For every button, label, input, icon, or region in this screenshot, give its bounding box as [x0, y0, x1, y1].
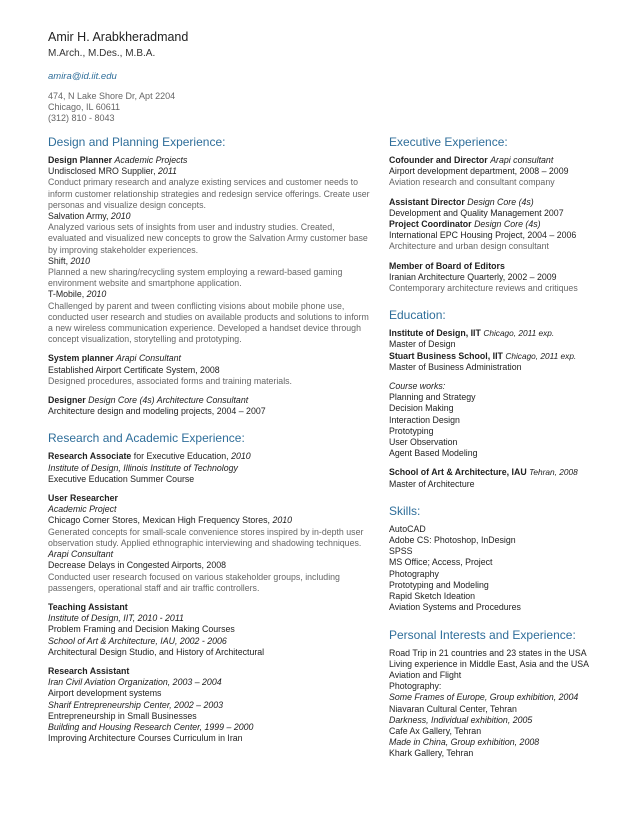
right-column — [389, 135, 611, 768]
project-line: International EPC Housing Project, 2004 – 2006 — [389, 230, 577, 241]
role: Cofounder and Director — [389, 155, 488, 165]
course: Architectural Design Studio, and History of Architectural — [48, 646, 265, 657]
org: Arapi Consultant — [115, 353, 182, 364]
client: Undisclosed MRO Supplier, — [48, 166, 156, 177]
entry-assistant-director — [389, 197, 611, 253]
client: Salvation Army, — [48, 211, 109, 222]
entry-cofounder — [389, 155, 611, 189]
address-line-1: 474, N Lake Shore Dr, Apt 2204 — [48, 91, 176, 101]
project-line: Airport development department, 2008 – 2009 — [389, 166, 569, 177]
description: Generated concepts for small-scale convenience stores inspired by in-depth user observation study. Applied ethnographic interviewing and shadowing techniques. — [48, 526, 364, 548]
description: Planned a new sharing/recycling system employing a reward-based gaming environment website and smartphone application. — [48, 267, 343, 289]
entry-design-planner — [48, 155, 370, 345]
skills-list — [389, 524, 611, 614]
list-item: User Observation — [389, 437, 458, 448]
list-item: SPSS — [389, 546, 413, 557]
role: Design Planner — [48, 155, 113, 165]
entry-research-assistant — [48, 666, 370, 744]
institution: School of Art & Architecture, IAU, 2002 - 2006 — [48, 635, 227, 646]
course: Executive Education Summer Course — [48, 473, 195, 484]
list-item: AutoCAD — [389, 523, 426, 534]
phone-number: (312) 810 - 8043 — [48, 113, 115, 124]
org: Arapi consultant — [490, 155, 554, 165]
list-item: Photography: — [389, 681, 442, 692]
list-item: MS Office; Access, Project — [389, 557, 493, 568]
personal-interests-title: Personal Interests and Experience: — [389, 627, 576, 642]
list-item: Agent Based Modeling — [389, 448, 478, 459]
project-line: Decrease Delays in Congested Airports, 2008 — [48, 560, 226, 571]
education-title: Education: — [389, 308, 446, 323]
location: Tehran — [529, 467, 555, 478]
role: Assistant Director — [389, 196, 465, 207]
for: for Executive Education, — [133, 451, 229, 462]
entry-designer — [48, 395, 370, 417]
coursework-label: Course works: — [389, 381, 446, 392]
entry-board-of-editors — [389, 261, 611, 295]
client: T-Mobile, — [48, 289, 85, 300]
list-item: Made in China, Group exhibition, 2008 — [389, 737, 540, 748]
role: User Researcher — [48, 493, 118, 504]
candidate-name: Amir H. Arabkheradmand — [48, 30, 189, 44]
list-item: Aviation Systems and Procedures — [389, 602, 521, 613]
resume-header — [48, 29, 388, 125]
description: Architecture and urban design consultant — [389, 241, 549, 252]
project-line: Iranian Architecture Quarterly, 2002 – 2009 — [389, 271, 557, 282]
list-item: Photography — [389, 568, 439, 579]
description: Challenged by parent and tween conflicting visions about mobile phone use, conducted user research and studies on available products and solutions to inform a new wireless communication experience. Developed a handset device through concept visualization, storytelling and prototyping. — [48, 300, 369, 345]
skills-title: Skills: — [389, 503, 421, 518]
degree: Master of Architecture — [389, 478, 475, 489]
description: Conducted user research focused on various stakeholder groups, including passengers, operational staff and air traffic controllers. — [48, 571, 340, 593]
left-column — [48, 135, 370, 752]
list-item: Road Trip in 21 countries and 23 states in the USA — [389, 647, 587, 658]
candidate-degrees: M.Arch., M.Des., M.B.A. — [48, 48, 156, 59]
year: 2010 — [86, 289, 107, 300]
org: Iran Civil Aviation Organization, 2003 – 2004 — [48, 677, 222, 688]
project-line: Entrepreneurship in Small Businesses — [48, 710, 197, 721]
degree: Master of Design — [389, 339, 456, 350]
description: Conduct primary research and analyze existing services and customer needs to inform customer relationship strategies and redesign service offerings. Create user personas and visualize design concepts. — [48, 177, 370, 210]
org: Sharif Entrepreneurship Center, 2002 – 2003 — [48, 699, 224, 710]
list-item: Prototyping and Modeling — [389, 579, 489, 590]
project-line: Improving Architecture Courses Curriculum in Iran — [48, 733, 243, 744]
location: Chicago, 2011 exp. — [505, 350, 577, 361]
description: Aviation research and consultant company — [389, 177, 555, 188]
entry-education-iit — [389, 328, 611, 373]
year: 2010 — [231, 451, 251, 462]
list-item: Decision Making — [389, 403, 454, 414]
org: Design Core (4s) — [474, 219, 541, 230]
research-experience-title: Research and Academic Experience: — [48, 431, 245, 446]
executive-experience-title: Executive Experience: — [389, 135, 508, 149]
description: Analyzed various sets of insights from user and industry studies. Created, evaluated and visualized new concepts to grow the Salvation Army customer base by improving stakeholder experiences. — [48, 222, 368, 255]
list-item: Niavaran Cultural Center, Tehran — [389, 703, 517, 714]
institution: Institute of Design, Illinois Institute of Technology — [48, 462, 238, 473]
personal-interests-list — [389, 648, 611, 760]
role: Research Associate — [48, 451, 132, 462]
project-line: Architecture design and modeling projects, 2004 – 2007 — [48, 406, 266, 417]
institution: Stuart Business School, IIT — [389, 350, 503, 361]
location: Chicago, 2011 exp. — [483, 328, 555, 339]
entry-user-researcher — [48, 493, 370, 594]
institution: School of Art & Architecture, IAU — [389, 467, 527, 478]
coursework-list — [389, 381, 611, 459]
description: Contemporary architecture reviews and critiques — [389, 283, 578, 294]
design-experience-title: Design and Planning Experience: — [48, 135, 226, 149]
project-line: Established Airport Certificate System, 2008 — [48, 364, 220, 375]
list-item: Cafe Ax Gallery, Tehran — [389, 725, 482, 736]
description: Designed procedures, associated forms and training materials. — [48, 375, 292, 386]
email-link[interactable]: amira@id.iit.edu — [48, 71, 117, 82]
org: Building and Housing Research Center, 1999 – 2000 — [48, 721, 254, 732]
year: , 2008 — [554, 467, 578, 478]
role: Project Coordinator — [389, 219, 472, 230]
address-line-2: Chicago, IL 60611 — [48, 102, 121, 113]
org: Design Core (4s) Architecture Consultant — [88, 395, 249, 406]
list-item: Planning and Strategy — [389, 392, 476, 403]
role: System planner — [48, 353, 114, 364]
role: Teaching Assistant — [48, 601, 128, 612]
list-item: Darkness, Individual exhibition, 2005 — [389, 714, 533, 725]
project-line: Chicago Corner Stores, Mexican High Frequency Stores, — [48, 515, 270, 526]
address-block — [48, 91, 388, 125]
role: Designer — [48, 395, 86, 406]
org: Arapi Consultant — [48, 549, 114, 560]
year: 2010 — [272, 515, 293, 526]
list-item: Aviation and Flight — [389, 669, 462, 680]
project-line: Development and Quality Management 2007 — [389, 207, 564, 218]
client: Shift, — [48, 255, 69, 266]
course: Problem Framing and Decision Making Courses — [48, 624, 235, 635]
org: Design Core (4s) — [467, 196, 534, 207]
role: Member of Board of Editors — [389, 260, 505, 271]
entry-research-associate — [48, 451, 370, 485]
list-item: Khark Gallery, Tehran — [389, 748, 474, 759]
institution: Institute of Design, IIT — [389, 328, 481, 339]
list-item: Prototyping — [389, 425, 434, 436]
org: Academic Projects — [114, 155, 188, 165]
list-item: Interaction Design — [389, 414, 460, 425]
year: 2010 — [70, 255, 91, 266]
project-line: Airport development systems — [48, 688, 162, 699]
list-item: Rapid Sketch Ideation — [389, 591, 476, 602]
year: 2011 — [158, 166, 177, 177]
entry-education-iau — [389, 467, 611, 489]
list-item: Some Frames of Europe, Group exhibition, 2004 — [389, 692, 579, 703]
year: 2010 — [110, 211, 131, 222]
list-item: Adobe CS: Photoshop, InDesign — [389, 535, 516, 546]
degree: Master of Business Administration — [389, 361, 522, 372]
list-item: Living experience in Middle East, Asia and the USA — [389, 658, 590, 669]
role: Research Assistant — [48, 665, 130, 676]
entry-teaching-assistant — [48, 602, 370, 658]
entry-system-planner — [48, 353, 370, 387]
org: Academic Project — [48, 504, 117, 515]
institution: Institute of Design, IIT, 2010 - 2011 — [48, 613, 184, 624]
